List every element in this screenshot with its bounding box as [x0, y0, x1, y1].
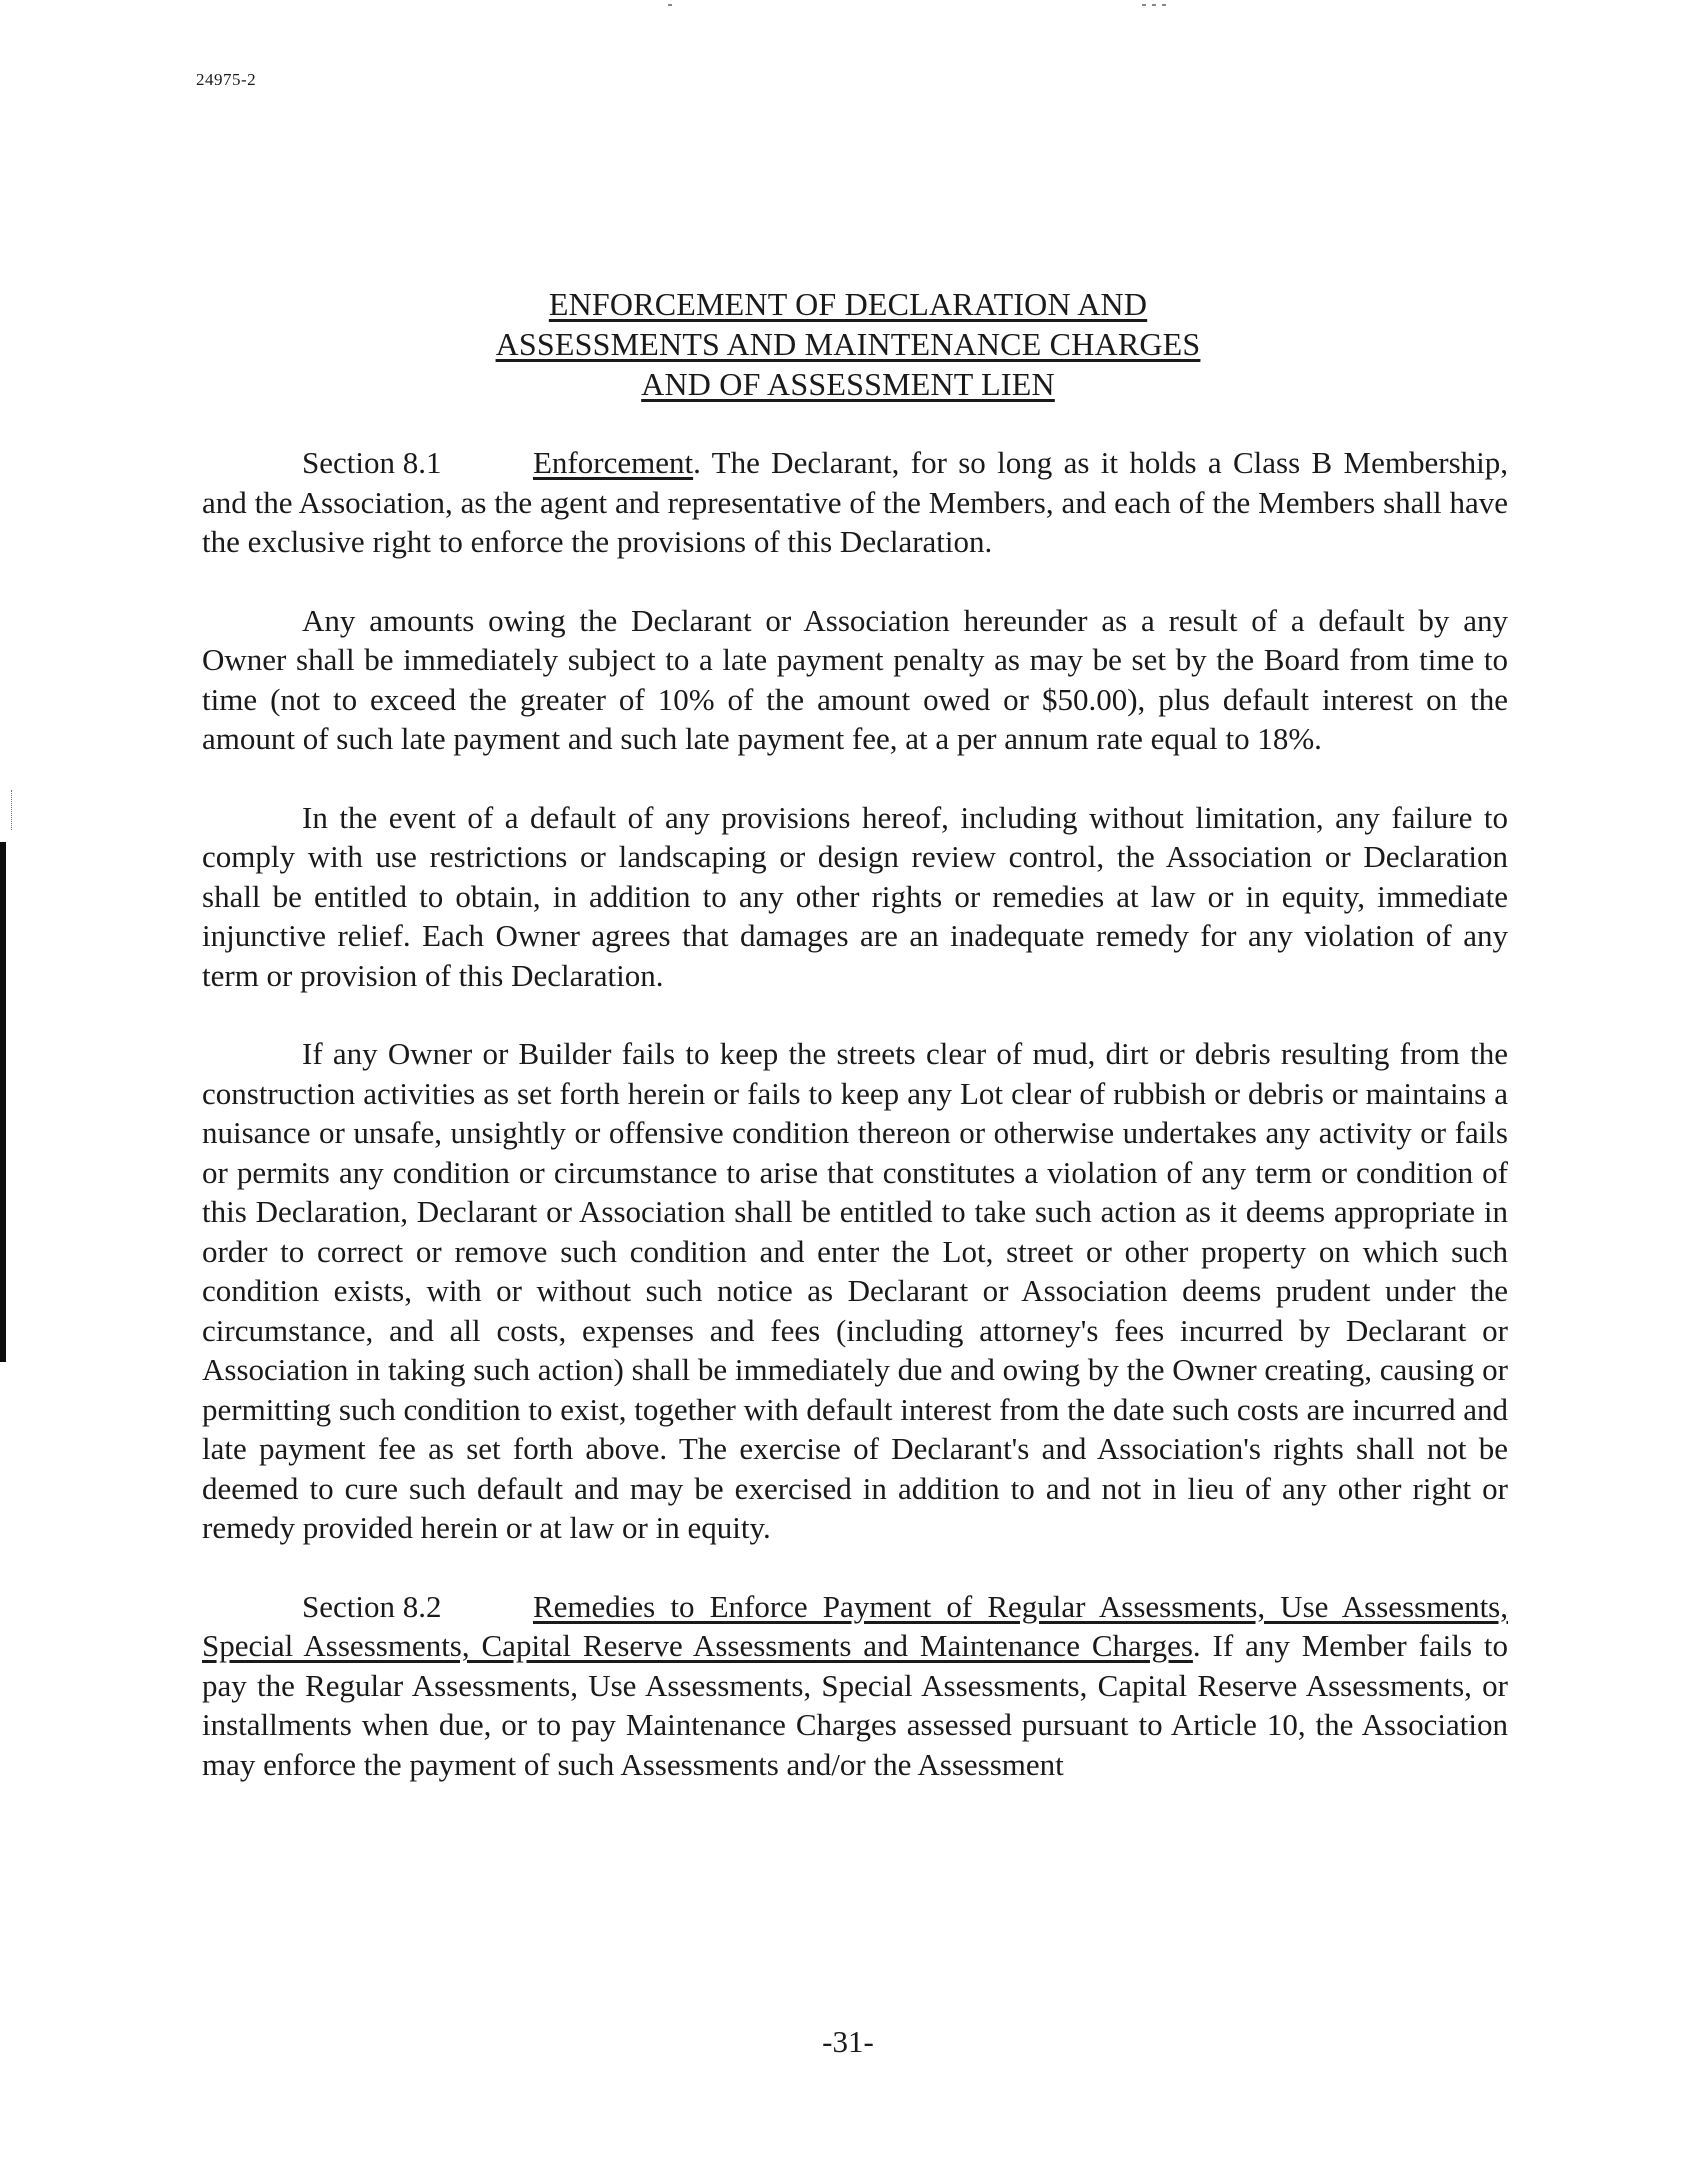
paragraph: If any Owner or Builder fails to keep the streets clear of mud, dirt or debris resulting from the construction activities as set forth herein or fails to keep any Lot clear of rubbish or debris or maintains a nuisance or unsafe, unsightly or offensive condition thereon or otherwise undertakes any activity or fails or permits any condition or circumstance to arise that constitutes a violation of any term or condition of this Declaration, Declarant or Association shall be entitled to take such action as it deems appropriate in order to correct or remove such condition and enter the Lot, street or other property on which such condition exists, with or without such notice as Declarant or Association deems prudent under the circumstance, and all costs, expenses and fees (including attorney's fees incurred by Declarant or Association in taking such action) shall be immediately due and owing by the Owner creating, causing or permitting such condition to exist, together with default interest from the date such costs are incurred and late payment fee as set forth above. The exercise of Declarant's and Association's rights shall not be deemed to cure such default and may be exercised in addition to and not in lieu of any other right or remedy provided herein or at law or in equity. — [202, 1036, 1508, 1545]
article-heading — [0, 284, 1696, 404]
section-number: Section 8.1 — [302, 445, 442, 480]
section-title: Enforcement — [533, 445, 694, 480]
section-text: If any Member fails to pay the Regular Assessments, Use Assessments, Special Assessments, Capital Reserve Assessments, or installments when due, or to pay Maintenance Charges assessed pursuant to Article 10, the Association may enforce the payment of such Assessments and/or the Assessment — [202, 1628, 1509, 1782]
paragraph: Any amounts owing the Declarant or Association hereunder as a result of a default by any Owner shall be immediately subject to a late payment penalty as may be set by the Board from time to time (not to exceed the greater of 10% of the amount owed or $50.00), plus default interest on the amount of such late payment and such late payment fee, at a per annum rate equal to 18%. — [202, 602, 1508, 756]
document-body — [202, 443, 1508, 1823]
heading-line: ASSESSMENTS AND MAINTENANCE CHARGES — [495, 326, 1201, 362]
section-number: Section 8.2 — [302, 1588, 442, 1624]
scan-dot — [1162, 4, 1166, 6]
scan-dot — [1142, 4, 1146, 6]
document-id: 24975-2 — [196, 70, 257, 89]
scan-dot — [668, 4, 672, 6]
heading-line: AND OF ASSESSMENT LIEN — [641, 366, 1055, 402]
section-title-suffix: . — [1192, 1628, 1201, 1663]
section-8-1-paragraph — [202, 443, 1508, 562]
section-text: The Declarant, for so long as it holds a Class B Membership, and the Association, as the agent and representative of the Members, and each of the Members shall have the exclusive right to enforce the provisions of this Declaration. — [202, 445, 1508, 559]
section-title-suffix: . — [693, 445, 701, 480]
section-8-2-paragraph — [202, 1587, 1508, 1785]
scan-edge-tick — [11, 790, 14, 830]
paragraph: In the event of a default of any provisions hereof, including without limitation, any failure to comply with use restrictions or landscaping or design review control, the Association or Declaration shall be entitled to obtain, in addition to any other rights or remedies at law or in equity, immediate injunctive relief. Each Owner agrees that damages are an inadequate remedy for any violation of any term or provision of this Declaration. — [202, 799, 1508, 993]
section-title: Remedies to Enforce Payment of Regular Assessments, Use Assessments, Special Assessments, Capital Reserve Assessments and Maintenance Charges — [202, 1588, 1508, 1663]
heading-line: ENFORCEMENT OF DECLARATION AND — [548, 286, 1148, 322]
page-number: -31- — [822, 2024, 874, 2059]
scan-dot — [1152, 4, 1156, 6]
scan-edge-mark — [0, 842, 6, 1362]
